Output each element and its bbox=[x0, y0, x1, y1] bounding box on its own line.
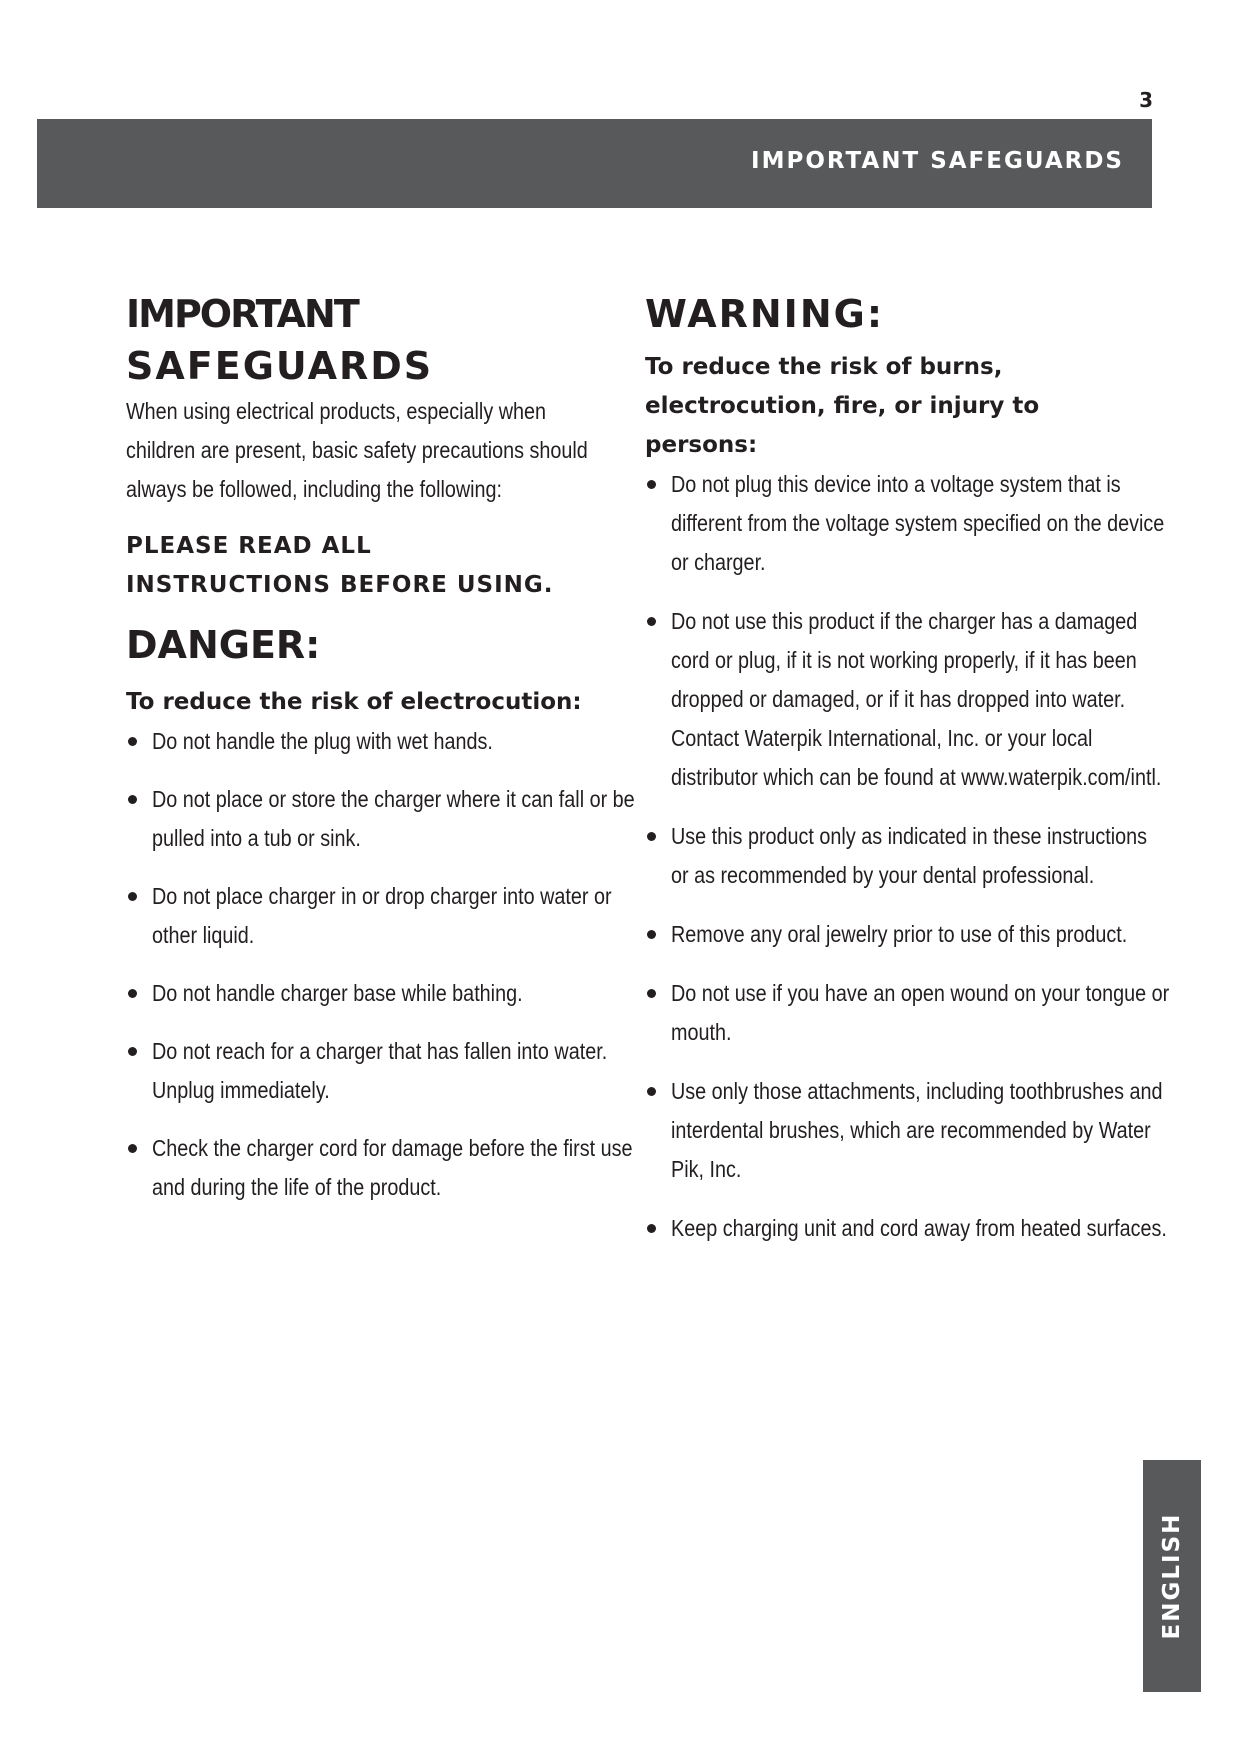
list-item: Keep charging unit and cord away from heated surfaces. bbox=[645, 1209, 1145, 1248]
list-item: Check the charger cord for damage before the first use and during the life of the product. bbox=[126, 1129, 616, 1207]
warning-subtitle: To reduce the risk of burns, electrocution, fire, or injury to persons: bbox=[645, 354, 1040, 458]
bullet-icon bbox=[647, 480, 656, 489]
list-item: Do not plug this device into a voltage system that is different from the voltage system specified on the device or charger. bbox=[645, 465, 1145, 582]
header-bar bbox=[37, 119, 1152, 208]
list-item: Do not reach for a charger that has fallen into water. Unplug immediately. bbox=[126, 1032, 616, 1110]
bullet-icon bbox=[647, 1087, 656, 1096]
intro-paragraph: When using electrical products, especially when children are present, basic safety precautions should always be followed, including the following: bbox=[126, 398, 588, 502]
list-item: Do not place or store the charger where it can fall or be pulled into a tub or sink. bbox=[126, 780, 616, 858]
bullet-icon bbox=[128, 795, 137, 804]
bullet-icon bbox=[128, 1047, 137, 1056]
bullet-icon bbox=[647, 930, 656, 939]
bullet-icon bbox=[647, 617, 656, 626]
bullet-icon bbox=[647, 1224, 656, 1233]
read-instructions-notice bbox=[126, 527, 616, 605]
list-item: Use this product only as indicated in these instructions or as recommended by your dental professional. bbox=[645, 817, 1145, 895]
list-item: Remove any oral jewelry prior to use of this product. bbox=[645, 915, 1145, 954]
warning-list bbox=[645, 465, 1170, 1248]
list-item: Do not place charger in or drop charger into water or other liquid. bbox=[126, 877, 616, 955]
danger-subtitle: To reduce the risk of electrocution: bbox=[126, 689, 582, 715]
header-title: IMPORTANT SAFEGUARDS bbox=[751, 148, 1124, 174]
left-column bbox=[126, 288, 635, 1226]
notice-line1: PLEASE READ ALL bbox=[126, 533, 372, 559]
list-item: Do not handle the plug with wet hands. bbox=[126, 722, 616, 761]
bullet-icon bbox=[647, 832, 656, 841]
list-item: Do not handle charger base while bathing. bbox=[126, 974, 616, 1013]
important-title-line1: IMPORTANT bbox=[126, 292, 358, 336]
warning-title: WARNING: bbox=[645, 292, 885, 336]
danger-list bbox=[126, 722, 635, 1207]
bullet-icon bbox=[128, 989, 137, 998]
list-item: Do not use if you have an open wound on your tongue or mouth. bbox=[645, 974, 1145, 1052]
language-tab-label: ENGLISH bbox=[1159, 1512, 1185, 1640]
important-title-line2: SAFEGUARDS bbox=[126, 344, 434, 388]
language-tab bbox=[1143, 1460, 1201, 1692]
list-item: Do not use this product if the charger has a damaged cord or plug, if it is not working properly, if it has been dropped or damaged, or if it has dropped into water. Contact Waterpik International, Inc. or your local distributor which can be found at www.waterpik.com/intl. bbox=[645, 602, 1145, 797]
bullet-icon bbox=[128, 737, 137, 746]
page-number: 3 bbox=[1139, 88, 1153, 112]
bullet-icon bbox=[647, 989, 656, 998]
bullet-icon bbox=[128, 892, 137, 901]
list-item: Use only those attachments, including toothbrushes and interdental brushes, which are recommended by Water Pik, Inc. bbox=[645, 1072, 1145, 1189]
notice-line2: INSTRUCTIONS BEFORE USING. bbox=[126, 572, 554, 598]
bullet-icon bbox=[128, 1144, 137, 1153]
right-column bbox=[645, 288, 1170, 1268]
danger-title: DANGER: bbox=[126, 623, 321, 667]
